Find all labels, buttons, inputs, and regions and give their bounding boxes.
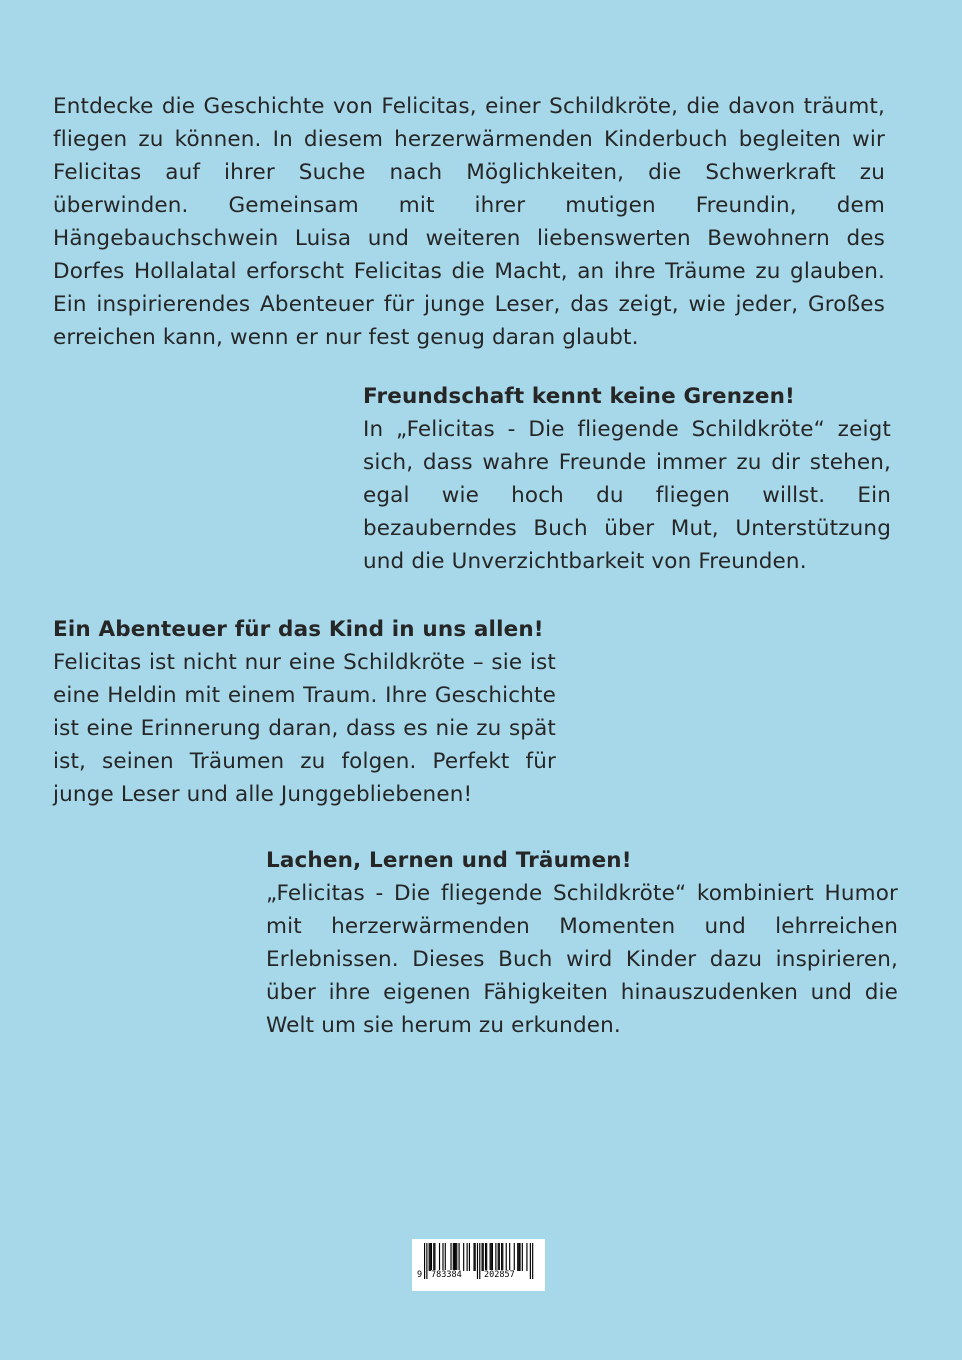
- barcode-bar: [479, 1243, 480, 1279]
- barcode-bar: [502, 1243, 503, 1271]
- barcode-bar: [509, 1243, 510, 1271]
- barcode-bar: [526, 1243, 527, 1271]
- laughing-text: „Felicitas - Die fliegende Schildkröte“ kombiniert Humor mit herzerwärmenden Momenten und lehrreichen Erlebnissen. Dieses Buch wird Kinder dazu inspirieren, über ihre eigenen Fähigkeiten hinauszudenken und die Welt um sie herum zu erkunden.: [266, 881, 898, 1038]
- barcode-bar: [491, 1243, 492, 1271]
- intro-block: [53, 90, 885, 354]
- barcode-bar: [467, 1243, 468, 1271]
- adventure-heading: Ein Abenteuer für das Kind in uns allen!: [53, 617, 544, 642]
- barcode-bar: [501, 1243, 502, 1271]
- barcode-bar: [483, 1243, 484, 1271]
- barcode-bar: [517, 1243, 518, 1271]
- barcode-bar: [532, 1243, 533, 1279]
- barcode-bar: [424, 1243, 425, 1279]
- adventure-text: Felicitas ist nicht nur eine Schildkröte – sie ist eine Heldin mit einem Traum. Ihre Geschichte ist eine Erinnerung daran, dass es nie zu spät ist, seinen Träumen zu folgen. Perfekt für junge Leser und alle Junggebliebenen!: [53, 650, 556, 807]
- barcode-bar: [450, 1243, 451, 1271]
- barcode-bar: [453, 1243, 454, 1271]
- barcode-bar: [506, 1243, 507, 1271]
- friendship-text: In „Felicitas - Die fliegende Schildkröte“ zeigt sich, dass wahre Freunde immer zu dir stehen, egal wie hoch du fliegen willst. Ein bezauberndes Buch über Mut, Unterstützung und die Unverzichtbarkeit von Freunden.: [363, 417, 891, 574]
- friendship-heading: Freundschaft kennt keine Grenzen!: [363, 384, 795, 409]
- barcode-bar: [486, 1243, 487, 1271]
- barcode-bar: [454, 1243, 455, 1271]
- barcode-bar: [519, 1243, 520, 1271]
- barcode-digit-group-2: 202857: [484, 1270, 515, 1280]
- barcode-bar: [482, 1243, 483, 1271]
- barcode-bar: [433, 1243, 434, 1271]
- friendship-section: [363, 380, 891, 578]
- laughing-heading: Lachen, Lernen und Träumen!: [266, 848, 632, 873]
- barcode-bar: [477, 1243, 478, 1279]
- barcode-bar: [439, 1243, 440, 1271]
- barcode-bar: [518, 1243, 519, 1271]
- barcode-bar: [514, 1243, 515, 1271]
- barcode-bar: [469, 1243, 470, 1271]
- barcode-bar: [445, 1243, 446, 1271]
- intro-text: Entdecke die Geschichte von Felicitas, einer Schildkröte, die davon träumt, fliegen zu können. In diesem herzerwärmenden Kinderbuch begleiten wir Felicitas auf ihrer Suche nach Möglichkeiten, die Schwerkraft zu überwinden. Gemeinsam mit ihrer mutigen Freundin, dem Hängebauchschwein Luisa und weiteren liebenswerten Bewohnern des Dorfes Hollalatal erforscht Felicitas die Macht, an ihre Träume zu glauben. Ein inspirierendes Abenteuer für junge Leser, das zeigt, wie jeder, Großes erreichen kann, wenn er nur fest genug daran glaubt.: [53, 94, 885, 350]
- barcode-bar: [490, 1243, 491, 1271]
- barcode-bar: [430, 1243, 431, 1271]
- barcode-bar: [459, 1243, 460, 1271]
- barcode-first-digit: 9: [417, 1270, 423, 1280]
- barcode-bar: [463, 1243, 464, 1271]
- laughing-section: [266, 844, 898, 1042]
- barcode-bar: [492, 1243, 493, 1271]
- barcode-bar: [485, 1243, 486, 1271]
- barcode-bar: [530, 1243, 531, 1279]
- barcode-bar: [522, 1243, 523, 1271]
- adventure-section: [53, 613, 556, 811]
- barcode-bar: [499, 1243, 500, 1271]
- barcode-bar: [455, 1243, 456, 1271]
- barcode-bar: [429, 1243, 430, 1271]
- barcode-bar: [473, 1243, 474, 1271]
- barcode-bar: [426, 1243, 427, 1279]
- barcode-bar: [456, 1243, 457, 1271]
- barcode-bar: [431, 1243, 432, 1271]
- barcode-bar: [498, 1243, 499, 1271]
- barcode-bar: [475, 1243, 476, 1271]
- barcode-bars: [412, 1239, 545, 1291]
- barcode-bar: [434, 1243, 435, 1271]
- isbn-barcode: [412, 1239, 545, 1291]
- barcode-digit-group-1: 783384: [431, 1270, 462, 1280]
- barcode-bar: [495, 1243, 496, 1271]
- barcode-bar: [442, 1243, 443, 1271]
